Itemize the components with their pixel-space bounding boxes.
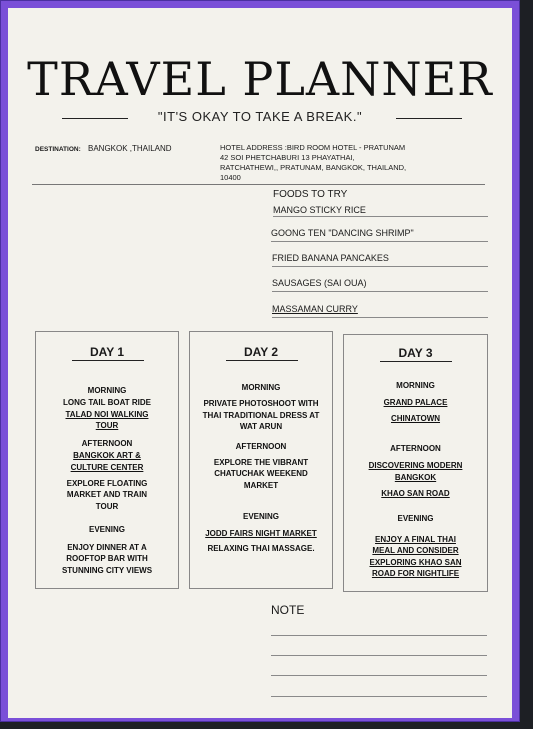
day-3-card [343, 334, 488, 592]
hotel-address-line: 10400 [220, 173, 241, 182]
day-2-line: AFTERNOON [235, 442, 287, 451]
day-1-line: LONG TAIL BOAT RIDE [63, 398, 151, 407]
day-1-line: ROOFTOP BAR WITH [66, 554, 148, 563]
day-1-line: CULTURE CENTER [70, 463, 144, 472]
day-3-line: ROAD FOR NIGHTLIFE [371, 569, 460, 578]
note-line[interactable] [271, 696, 487, 697]
day-1-line: STUNNING CITY VIEWS [61, 566, 153, 575]
day-2-line: RELAXING THAI MASSAGE. [207, 544, 315, 553]
day-1-line: TALAD NOI WALKING [65, 410, 149, 419]
info-divider [32, 184, 485, 185]
day-1-line: BANGKOK ART & [73, 451, 141, 460]
day-2-line: MORNING [241, 383, 281, 392]
planner-page [8, 8, 512, 718]
destination-label: DESTINATION: [35, 146, 81, 153]
food-rule [272, 266, 488, 267]
page-title: TRAVEL PLANNER [27, 52, 493, 106]
day-2-line: WAT ARUN [239, 422, 283, 431]
day-2-line: PRIVATE PHOTOSHOOT WITH [203, 399, 319, 408]
day-3-line: EVENING [397, 514, 434, 523]
day-1-card [35, 331, 179, 589]
quote-right-rule [396, 118, 462, 119]
day-3-line: AFTERNOON [390, 444, 441, 453]
day-3-line: GRAND PALACE [383, 398, 448, 407]
note-title: NOTE [271, 603, 305, 617]
day-3-line: MORNING [396, 381, 435, 390]
food-rule [272, 291, 488, 292]
food-rule [273, 216, 488, 217]
day-title-rule [380, 361, 452, 362]
food-item: MASSAMAN CURRY [272, 304, 358, 314]
food-item: GOONG TEN "DANCING SHRIMP" [271, 228, 414, 238]
day-3-line: CHINATOWN [390, 414, 441, 423]
day-title-rule [226, 360, 298, 361]
day-1-line: TOUR [95, 502, 119, 511]
day-3-line: DISCOVERING MODERN [368, 461, 463, 470]
note-line[interactable] [271, 655, 487, 656]
hotel-address [220, 143, 430, 183]
day-2-line: EXPLORE THE VIBRANT [213, 458, 309, 467]
day-1-line: TOUR [95, 421, 119, 430]
day-2-line: THAI TRADITIONAL DRESS AT [202, 411, 320, 420]
food-item: FRIED BANANA PANCAKES [272, 253, 389, 263]
day-2-line: EVENING [242, 512, 279, 521]
food-rule [272, 317, 488, 318]
day-2-card [189, 331, 333, 589]
destination-value: BANGKOK ,THAILAND [88, 144, 172, 153]
day-2-line: JODD FAIRS NIGHT MARKET [205, 529, 317, 538]
day-1-line: MORNING [87, 386, 127, 395]
food-item: SAUSAGES (SAI OUA) [272, 278, 367, 288]
day-title: DAY 3 [398, 346, 433, 360]
day-1-line: AFTERNOON [81, 439, 133, 448]
day-3-line: MEAL AND CONSIDER [372, 546, 459, 555]
hotel-address-line: HOTEL ADDRESS :BIRD ROOM HOTEL - PRATUNAM [220, 143, 406, 152]
day-1-line: EXPLORE FLOATING [66, 479, 148, 488]
day-1-line: ENJOY DINNER AT A [67, 543, 147, 552]
day-3-line: ENJOY A FINAL THAI [375, 535, 456, 544]
hotel-address-line: 42 SOI PHETCHABURI 13 PHAYATHAI, [220, 153, 355, 162]
food-item: MANGO STICKY RICE [273, 205, 366, 215]
day-2-line: CHATUCHAK WEEKEND [214, 469, 308, 478]
day-3-line: EXPLORING KHAO SAN [369, 558, 462, 567]
day-1-line: MARKET AND TRAIN [66, 490, 148, 499]
note-line[interactable] [271, 675, 487, 676]
day-title: DAY 1 [89, 345, 125, 359]
note-line[interactable] [271, 635, 487, 636]
day-3-line: BANGKOK [394, 473, 437, 482]
day-title: DAY 2 [243, 345, 279, 359]
day-1-line: EVENING [88, 525, 125, 534]
day-title-rule [72, 360, 144, 361]
day-2-line: MARKET [243, 481, 279, 490]
day-3-line: KHAO SAN ROAD [381, 489, 450, 498]
quote-text: "IT'S OKAY TO TAKE A BREAK." [157, 109, 363, 124]
foods-title: FOODS TO TRY [273, 189, 348, 200]
hotel-address-line: RATCHATHEWI,, PRATUNAM, BANGKOK, THAILAND, [220, 163, 407, 172]
food-rule [271, 241, 488, 242]
